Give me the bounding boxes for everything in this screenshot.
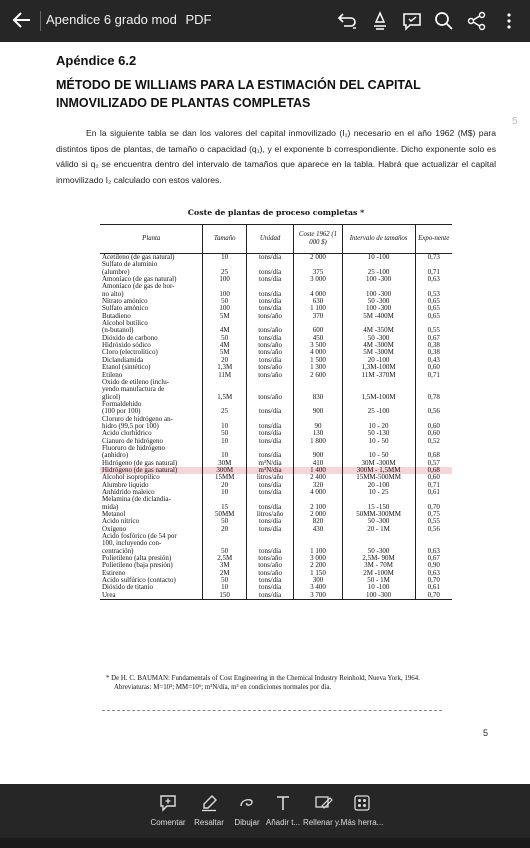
cell-planta: no alto) (102, 289, 124, 298)
tool-label: Más herra... (340, 818, 384, 827)
cell-intervalo: 50 -300 (342, 548, 415, 555)
appendix-heading: Apéndice 6.2 (56, 53, 137, 68)
cell-tamano: 30M (203, 460, 246, 467)
cell-tamano: 10 (203, 489, 246, 496)
cell-planta: glicol) (102, 392, 121, 401)
cell-tamano: 15MM (203, 474, 246, 481)
cell-planta: 100, incluyendo con- (102, 539, 162, 548)
cell-intervalo: 50 -300 (342, 335, 415, 342)
divider (40, 11, 41, 31)
cell-unidad: tons/día (246, 592, 293, 600)
tool-label: Resaltar (194, 818, 224, 827)
cell-planta: Acido nítrico (102, 517, 140, 526)
table-footnote (106, 674, 446, 692)
cell-planta: Alcohol isopropílico (102, 473, 160, 482)
cell-intervalo: 20 -100 (342, 357, 415, 364)
cell-coste: 630 (294, 298, 342, 305)
cell-coste: 2 000 (294, 511, 342, 518)
cell-planta: Anhídrido maleico (102, 488, 155, 496)
cell-coste: 2 400 (294, 474, 342, 481)
document-title (46, 12, 211, 27)
cell-coste: 830 (294, 394, 342, 401)
cell-intervalo: 4M -300M (342, 342, 415, 349)
col-unidad: Unidad (246, 225, 293, 254)
cell-exponente: 0,71 (415, 269, 452, 276)
cell-exponente: 0,60 (415, 364, 452, 371)
cell-exponente: 0,71 (415, 372, 452, 379)
top-app-bar (0, 0, 530, 42)
cell-unidad: tons/día (246, 452, 293, 459)
cell-exponente: 0,68 (415, 452, 452, 459)
cell-tamano: 5M (203, 313, 246, 320)
cell-exponente (415, 533, 452, 540)
cell-intervalo: 100 -300 (342, 276, 415, 283)
cell-planta: Acido fosfórico (de 54 por (102, 532, 177, 541)
cell-unidad: tons/año (246, 570, 293, 577)
cell-tamano: 10 (203, 254, 246, 262)
cell-planta: Sulfato de aluminio (102, 260, 158, 269)
cell-coste: 90 (294, 423, 342, 430)
cell-coste (294, 533, 342, 540)
cell-tamano: 50 (203, 577, 246, 584)
cell-exponente: 0,38 (415, 342, 452, 349)
undo-icon[interactable] (336, 10, 358, 32)
cell-exponente: 0,67 (415, 555, 452, 562)
cell-unidad: tons/año (246, 313, 293, 320)
cell-intervalo: 10 - 25 (342, 489, 415, 496)
cell-coste: 300 (294, 577, 342, 584)
draw-icon (238, 794, 256, 812)
cell-tamano: 10 (203, 423, 246, 430)
cell-planta: Diclandiamida (102, 355, 144, 364)
cell-intervalo: 25 -100 (342, 408, 415, 415)
cell-planta: (anhidro) (102, 451, 129, 460)
col-coste: Coste 1962 (1 000 $) (294, 225, 342, 254)
cell-unidad: tons/día (246, 254, 293, 262)
cell-planta: Melamina (de diclandia- (102, 495, 171, 504)
cell-coste: 600 (294, 327, 342, 334)
appendix-title: MÉTODO DE WILLIAMS PARA LA ESTIMACIÓN DEL CAPITAL INMOVILIZADO DE PLANTAS COMPLETAS (56, 78, 421, 110)
cell-unidad: m³N/día (246, 460, 293, 467)
cell-coste: 1 800 (294, 438, 342, 445)
footnote-abbreviations: Abreviaturas: M=10³; MM=10⁶; m³N/día, m³ en condiciones normales por día. (114, 684, 332, 691)
cell-exponente: 0,65 (415, 313, 452, 320)
cell-planta: Sulfato amónico (102, 304, 149, 313)
cell-planta: Etanol (sintético) (102, 363, 151, 372)
cell-coste: 1 500 (294, 357, 342, 364)
tool-label: Comentar (150, 818, 186, 827)
tool-label: Añadir t... (265, 818, 301, 827)
cell-planta: Cianuro de hidrógeno (102, 436, 164, 445)
cell-tamano: 10 (203, 438, 246, 445)
cell-planta: yendo manufactura de (102, 385, 165, 394)
cell-exponente: 0,61 (415, 489, 452, 496)
cell-planta: Hidrógeno (de gas natural) (102, 458, 178, 467)
cell-coste: 130 (294, 430, 342, 437)
cell-coste: 2 100 (294, 504, 342, 511)
col-tamano: Tamaño (203, 225, 246, 254)
cell-planta: Hidróxido sódico (102, 341, 151, 350)
cell-planta: centración) (102, 546, 134, 555)
cell-planta: Polietileno (baja presión) (102, 561, 173, 570)
cell-intervalo: 50 -300 (342, 518, 415, 525)
cost-table (100, 224, 452, 600)
cell-unidad: litros/año (246, 511, 293, 518)
cell-unidad: tons/día (246, 548, 293, 555)
cell-tamano: 50MM (203, 511, 246, 518)
cell-exponente: 0,63 (415, 548, 452, 555)
cell-tamano: 100 (203, 276, 246, 283)
cell-intervalo: 2,5M- 90M (342, 555, 415, 562)
cell-intervalo: 1,5M-100M (342, 394, 415, 401)
cell-coste: 2 200 (294, 562, 342, 569)
cell-exponente: 0,70 (415, 577, 452, 584)
col-exponente: Expo-nente (415, 225, 452, 254)
cell-tamano: 15 (203, 504, 246, 511)
col-intervalo: Intervalo de tamaños (342, 225, 415, 254)
cell-exponente: 0,67 (415, 335, 452, 342)
cell-exponente: 0,65 (415, 305, 452, 312)
cell-tamano: 20 (203, 526, 246, 533)
cell-coste: 1 300 (294, 364, 342, 371)
fill-sign-icon (314, 794, 334, 812)
cell-unidad: tons/día (246, 357, 293, 364)
cell-exponente: 0,63 (415, 570, 452, 577)
cell-exponente: 0,90 (415, 562, 452, 569)
cell-tamano: 11M (203, 372, 246, 379)
cell-planta: Alumbre líquido (102, 480, 149, 489)
text-icon (274, 794, 292, 812)
dashed-divider (102, 710, 442, 711)
cell-exponente: 0,55 (415, 327, 452, 334)
search-icon[interactable] (433, 10, 455, 32)
table-row (100, 592, 452, 600)
cell-intervalo: 25 -100 (342, 269, 415, 276)
cell-unidad: litros/año (246, 474, 293, 481)
pdf-page[interactable] (0, 42, 530, 784)
cell-intervalo: 50 -300 (342, 298, 415, 305)
cell-exponente: 0,68 (415, 467, 452, 474)
cell-unidad: tons/día (246, 335, 293, 342)
cell-unidad (246, 533, 293, 540)
cell-coste: 410 (294, 460, 342, 467)
back-arrow-icon[interactable] (12, 10, 32, 30)
cell-intervalo: 10 - 50 (342, 452, 415, 459)
tool-label: Rellenar y... (302, 818, 346, 827)
comment-icon[interactable] (401, 10, 423, 32)
cell-exponente: 0,73 (415, 254, 452, 262)
cell-tamano: 2,5M (203, 555, 246, 562)
cell-unidad: tons/día (246, 291, 293, 298)
cell-tamano: 4M (203, 327, 246, 334)
cell-coste: 820 (294, 518, 342, 525)
cell-exponente (415, 379, 452, 386)
cell-unidad: tons/año (246, 349, 293, 356)
cell-intervalo: 15MM-500MM (342, 474, 415, 481)
cell-unidad: tons/día (246, 430, 293, 437)
page-number: 5 (483, 728, 489, 738)
comment-add-icon (159, 794, 177, 812)
more-tools-icon (353, 794, 371, 812)
cell-exponente: 0,61 (415, 584, 452, 591)
cell-coste: 900 (294, 408, 342, 415)
cell-coste: 1 400 (294, 467, 342, 474)
cell-unidad: m³N/día (246, 467, 293, 474)
cell-coste: 320 (294, 482, 342, 489)
cell-intervalo: 3M - 70M (342, 562, 415, 569)
cell-exponente: 0,75 (415, 511, 452, 518)
cell-intervalo: 10 - 50 (342, 438, 415, 445)
cell-planta: Fluoruro de hidrógeno (102, 443, 165, 452)
cell-unidad: tons/año (246, 327, 293, 334)
cell-exponente: 0,52 (415, 438, 452, 445)
cell-exponente: 0,60 (415, 474, 452, 481)
cell-tamano (203, 533, 246, 540)
cell-coste: 3 700 (294, 592, 342, 600)
cell-unidad: tons/año (246, 394, 293, 401)
cell-unidad: tons/año (246, 555, 293, 562)
table-row (100, 394, 452, 401)
cell-unidad: tons/día (246, 298, 293, 305)
system-nav-bar (0, 838, 530, 848)
cell-tamano: 20 (203, 482, 246, 489)
cell-unidad: tons/día (246, 577, 293, 584)
cell-coste: 4 000 (294, 291, 342, 298)
cell-planta: Etileno (102, 370, 123, 379)
cell-intervalo: 15 -150 (342, 504, 415, 511)
cell-planta: Hidrógeno (de gas natural) (100, 467, 203, 474)
cell-coste: 900 (294, 452, 342, 459)
cell-planta: (n-butanol) (102, 326, 134, 335)
cell-planta: Nitrato amónico (102, 297, 148, 306)
cell-unidad: tons/día (246, 438, 293, 445)
cell-intervalo: 50 - 1M (342, 577, 415, 584)
cell-unidad: tons/día (246, 482, 293, 489)
cell-coste: 3 000 (294, 276, 342, 283)
cell-exponente: 0,43 (415, 357, 452, 364)
cell-planta: Acetileno (de gas natural) (102, 253, 175, 261)
cell-tamano: 50 (203, 298, 246, 305)
cell-coste: 430 (294, 526, 342, 533)
cell-unidad: tons/año (246, 372, 293, 379)
file-name: Apendice 6 grado mod (46, 12, 177, 27)
cell-tamano: 5M (203, 349, 246, 356)
cell-coste: 2 600 (294, 372, 342, 379)
cell-planta: Cloro (electrolítico) (102, 348, 158, 357)
cell-intervalo (342, 379, 415, 386)
cell-planta: (alumbre) (102, 267, 130, 276)
cell-unidad: tons/día (246, 423, 293, 430)
cell-tamano: 50 (203, 548, 246, 555)
cell-coste: 4 000 (294, 349, 342, 356)
cell-planta: hidro (99,5 por 100) (102, 421, 159, 430)
cell-planta: Amoníaco (de gas de hor- (102, 282, 175, 291)
cell-coste: 370 (294, 313, 342, 320)
cell-unidad: tons/año (246, 364, 293, 371)
cell-planta: Dióxido de titanio (102, 583, 153, 592)
cell-exponente: 0,56 (415, 526, 452, 533)
cell-unidad: tons/día (246, 408, 293, 415)
cell-intervalo (342, 533, 415, 540)
cell-exponente: 0,65 (415, 298, 452, 305)
cell-planta: Oxido de etileno (inclu- (102, 377, 170, 386)
cell-intervalo: 10 -100 (342, 584, 415, 591)
cell-tamano: 50 (203, 335, 246, 342)
cell-planta: Urea (100, 592, 203, 600)
cell-tamano: 10 (203, 584, 246, 591)
read-aloud-icon[interactable] (369, 10, 391, 32)
share-icon[interactable] (466, 10, 488, 32)
cell-exponente: 0,56 (415, 408, 452, 415)
cell-unidad: tons/día (246, 276, 293, 283)
cell-planta: mida) (102, 502, 119, 511)
tool-label: Dibujar (234, 818, 260, 827)
cell-tamano: 25 (203, 269, 246, 276)
cell-tamano: 100 (203, 305, 246, 312)
cell-unidad: tons/día (246, 489, 293, 496)
cell-planta: Polietileno (alta presión) (102, 554, 172, 563)
cell-intervalo: 50 -130 (342, 430, 415, 437)
cell-unidad: tons/día (246, 504, 293, 511)
cell-planta: Cloruro de hidrógeno an- (102, 414, 173, 423)
cell-coste: 2 000 (294, 254, 342, 262)
cell-coste: 3 000 (294, 555, 342, 562)
cell-unidad: tons/día (246, 305, 293, 312)
cell-coste: 1 100 (294, 548, 342, 555)
cell-tamano: 20 (203, 357, 246, 364)
cell-exponente: 0,60 (415, 430, 452, 437)
cell-planta: Formaldehído (102, 399, 142, 408)
cell-coste: 1 100 (294, 305, 342, 312)
cell-tamano: 100 (203, 291, 246, 298)
cell-planta: Estireno (102, 568, 126, 577)
cell-coste (294, 379, 342, 386)
cell-tamano (203, 379, 246, 386)
cell-tamano: 2M (203, 570, 246, 577)
cell-tamano: 10 (203, 452, 246, 459)
cell-intervalo: 5M -400M (342, 313, 415, 320)
cell-planta: Acido clorhídrico (102, 429, 152, 438)
cell-unidad: tons/día (246, 518, 293, 525)
cell-coste: 4 000 (294, 489, 342, 496)
highlighter-icon (200, 794, 218, 812)
cell-intervalo: 100 -300 (342, 592, 415, 600)
cell-tamano: 50 (203, 518, 246, 525)
cell-intervalo: 300M - 1,5MM (342, 467, 415, 474)
cell-intervalo: 10 -100 (342, 254, 415, 262)
cell-exponente: 0,55 (415, 518, 452, 525)
intro-paragraph: En la siguiente tabla se dan los valores del capital inmovilizado (I₁) necesario en el año 1962 (M$) para distintos tipos de plantas, de tamaño o capacidad (q₁), y el exponente b correspondiente. Dicho exponente solo es válido si q₂ se encuentra dentro del intervalo de tamaños que aparece en la tabla. Habrá que actualizar el capital inmovilizado I₂ calculado con estos valores. (56, 128, 496, 185)
cell-tamano: 3M (203, 562, 246, 569)
cell-tamano: 50 (203, 430, 246, 437)
cell-coste: 1 150 (294, 570, 342, 577)
col-planta: Planta (100, 225, 203, 254)
cell-intervalo: 50MM-300MM (342, 511, 415, 518)
cell-tamano: 4M (203, 342, 246, 349)
cell-intervalo: 2M -100M (342, 570, 415, 577)
cell-intervalo: 20 -100 (342, 482, 415, 489)
cell-exponente: 0,60 (415, 423, 452, 430)
table-title: Coste de plantas de proceso completas * (187, 208, 365, 217)
cell-coste: 3 500 (294, 342, 342, 349)
more-tools[interactable] (336, 794, 388, 827)
table-row (100, 313, 452, 320)
cell-exponente: 0,38 (415, 349, 452, 356)
cell-intervalo: 30M -300M (342, 460, 415, 467)
file-type: PDF (185, 12, 212, 27)
cell-coste: 3 400 (294, 584, 342, 591)
cell-planta: Amoníaco (de gas natural) (102, 275, 177, 284)
cell-planta: Dióxido de carbono (102, 333, 158, 342)
cell-intervalo: 20 - 1M (342, 526, 415, 533)
cell-unidad: tons/día (246, 269, 293, 276)
cell-intervalo: 100 -300 (342, 291, 415, 298)
cell-intervalo: 10 - 20 (342, 423, 415, 430)
cell-unidad: tons/día (246, 584, 293, 591)
cell-unidad: tons/año (246, 562, 293, 569)
cell-tamano: 1,5M (203, 394, 246, 401)
more-options-icon[interactable] (498, 10, 520, 32)
cell-intervalo: 5M -300M (342, 349, 415, 356)
cell-unidad: tons/día (246, 526, 293, 533)
cell-tamano: 300M (203, 467, 246, 474)
cell-exponente: 0,63 (415, 276, 452, 283)
cell-exponente: 0,70 (415, 592, 452, 600)
side-page-number: 5 (512, 116, 518, 127)
cell-planta: Acido sulfúrico (contacto) (102, 576, 176, 585)
cell-tamano: 1,3M (203, 364, 246, 371)
footnote-source: * De H. C. BAUMAN: Fundamentals of Cost Engineering in the Chemical Industry Reinhold, Nueva York, 1964. (106, 675, 420, 682)
cell-planta: Oxígeno (102, 524, 127, 533)
cell-intervalo: 4M -350M (342, 327, 415, 334)
cell-exponente: 0,71 (415, 482, 452, 489)
cell-intervalo: 11M -370M (342, 372, 415, 379)
cell-unidad (246, 379, 293, 386)
cell-planta: Metanol (102, 510, 126, 519)
cell-exponente: 0,53 (415, 291, 452, 298)
cell-intervalo: 1,3M-100M (342, 364, 415, 371)
scanned-table-image (96, 206, 456, 726)
cell-coste: 450 (294, 335, 342, 342)
cell-exponente: 0,57 (415, 460, 452, 467)
cell-intervalo: 100 -300 (342, 305, 415, 312)
cell-exponente: 0,70 (415, 504, 452, 511)
cell-planta: Butadieno (102, 311, 131, 320)
cell-coste: 375 (294, 269, 342, 276)
cell-tamano: 150 (203, 592, 246, 600)
cell-planta: Alcohol butílico (102, 319, 148, 328)
cell-planta: (100 por 100) (102, 407, 141, 416)
cell-exponente: 0,78 (415, 394, 452, 401)
cell-tamano: 25 (203, 408, 246, 415)
cell-unidad: tons/año (246, 342, 293, 349)
